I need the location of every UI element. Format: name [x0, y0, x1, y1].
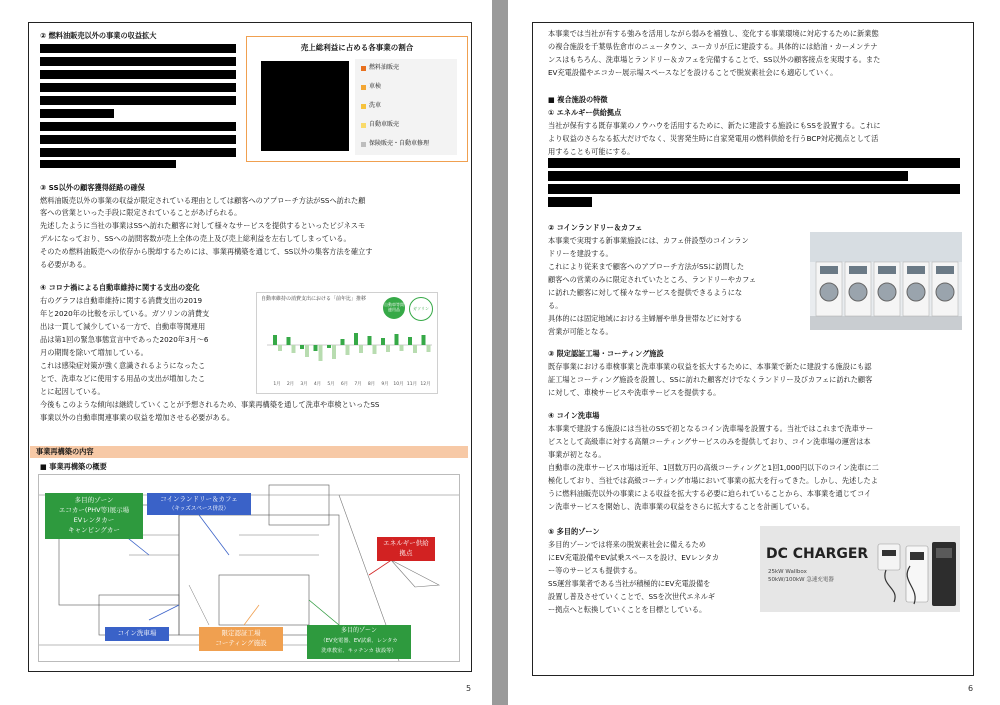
legend-item: 保険販売・自動車修理 — [369, 140, 430, 147]
label-certified-factory — [199, 627, 283, 651]
laundry-photo — [810, 232, 962, 330]
chart-title: 売上総利益に占める各事業の割合 — [300, 43, 414, 52]
paragraph-line: 燃料油販売以外の事業の収益が限定されている理由としては顧客へのアプローチ方法がSSへ訪れた顧 — [40, 196, 366, 205]
paragraph-line: 月の期間を除いて増加している。 — [40, 348, 148, 357]
washer-door — [820, 283, 838, 301]
section-band — [30, 446, 468, 458]
paragraph-line: に対して、車検サービスや洗車サービスを提供する。 — [548, 388, 721, 397]
label-multipurpose-zone-1 — [45, 493, 143, 539]
paragraph-line: 今後もこのような傾向は継続していくことが予想されるため、事業再構築を通して洗車や車検といったSS — [40, 400, 380, 409]
paragraph-line: る。 — [548, 301, 563, 310]
paragraph-line: ビスとして高級車に対する高額コーティングサービスのみを提供しており、コイン洗車場の運営は本 — [548, 437, 871, 446]
washer-door — [878, 283, 896, 301]
bar-car-goods — [381, 338, 385, 345]
washer-panel — [849, 266, 867, 274]
month-label: 5月 — [327, 382, 335, 387]
washer-door — [936, 283, 954, 301]
paragraph-line: デルになっており、SSへの訪問客数が売上全体の売上及び売上総利益を左右してしまっている。 — [40, 234, 351, 243]
map-label-line: （EV充電器、EV試乗、レンタカ — [320, 638, 398, 644]
map-label-line: 限定認証工場 — [221, 629, 261, 637]
paragraph-line: 営業が可能となる。 — [548, 327, 613, 336]
bar-gasoline — [359, 345, 363, 353]
paragraph-line: そのため燃料油販売への依存から脱却するためには、事業再構築を通じて、SS以外の集客方法を確立す — [40, 247, 373, 256]
overview-heading: ■ 事業再構築の概要 — [40, 462, 107, 471]
charger-illustration — [760, 526, 960, 612]
bar-gasoline — [305, 345, 309, 357]
legend-item: 自動車販売 — [369, 121, 400, 128]
washer-door — [907, 283, 925, 301]
bar-car-goods — [341, 339, 345, 345]
map-label-line: キャンピングカー — [68, 526, 120, 534]
bar-car-goods — [354, 333, 358, 345]
month-label: 8月 — [367, 382, 376, 387]
month-label: 9月 — [381, 382, 389, 387]
paragraph-line: 客への営業といった手段に限定されていることがあげられる。 — [40, 208, 242, 217]
bar-car-goods — [368, 336, 372, 345]
paragraph-line: 多目的ゾーンでは将来の脱炭素社会に備えるため — [548, 540, 706, 549]
paragraph-line: ンスはもちろん、洗車場とランドリー＆カフェを完備することで、SS以外の顧客接点を実現する。また — [548, 55, 881, 64]
month-label: 7月 — [354, 382, 362, 387]
section-heading: ④ コイン洗車場 — [548, 411, 600, 420]
redaction-bar — [548, 197, 592, 207]
redaction-bar — [548, 184, 960, 194]
bar-car-goods — [395, 334, 399, 345]
map-label-line: コインランドリー＆カフェ — [160, 495, 238, 503]
section-heading: ③ SS以外の顧客獲得経路の確保 — [40, 183, 145, 192]
bar-car-goods — [422, 335, 426, 345]
paragraph-line: の複合施設を千葉県佐倉市のニュータウン、ユーカリが丘に建設する。具体的には給油・カーメンテナ — [548, 42, 878, 51]
redaction-bar — [548, 158, 960, 168]
bar-gasoline — [346, 345, 350, 355]
redaction-bar — [40, 109, 114, 118]
month-label: 1月 — [273, 382, 281, 387]
paragraph-line: 本事業で実現する新事業施設には、カフェ併設型のコインラン — [548, 236, 749, 245]
bar-gasoline — [427, 345, 431, 352]
paragraph-line: 本事業では当社が有する強みを活用しながら弱みを補強し、変化する事業環境に対応するために新業態 — [548, 29, 879, 38]
legend-swatch — [361, 85, 366, 90]
page-5 — [0, 0, 492, 705]
consumption-chart — [256, 292, 438, 394]
month-label: 4月 — [313, 382, 322, 387]
bar-car-goods — [273, 335, 277, 345]
redaction-bar — [40, 44, 236, 53]
paragraph-line: 事業が初となる。 — [548, 450, 606, 459]
map-label-line: エコカー(PHV等)展示場 — [58, 506, 130, 514]
washer-panel — [820, 266, 838, 274]
washer-panel — [936, 266, 954, 274]
bar-car-goods — [327, 345, 331, 348]
paragraph-line: る必要がある。 — [40, 260, 91, 269]
map-label-line: （キッズスペース併設） — [168, 506, 230, 512]
paragraph-line: 設置し普及させていくことで、SSを次世代エネルギ — [548, 592, 716, 601]
chart-redaction — [261, 61, 349, 151]
month-label: 12月 — [420, 382, 431, 387]
site-plan-map — [38, 474, 460, 662]
page-gutter — [492, 0, 508, 705]
small-chart-svg — [257, 293, 437, 393]
map-label-line: エネルギー供給 — [383, 539, 429, 547]
paragraph-line: 既存事業における車検事業と洗車事業の収益を拡大するために、本事業で新たに建設する施設にも認 — [548, 362, 872, 371]
bar-gasoline — [413, 345, 417, 353]
legend-swatch — [361, 66, 366, 71]
paragraph-line: 極化しており、当社では高級コーティング市場において事業の拡大を行ってきた。しかし、先述したよ — [548, 476, 878, 485]
paragraph-line: とで、洗車などに使用する用品の支出が増加したこ — [40, 374, 206, 383]
redaction-bar — [40, 70, 236, 79]
bar-gasoline — [332, 345, 336, 359]
bar-car-goods — [300, 345, 304, 349]
paragraph-line: うに燃料油販売以外の事業による収益を拡大する必要に迫られていることから、本事業を通じてコイ — [548, 489, 872, 498]
label-energy-hub — [377, 537, 435, 561]
map-label-line: 多目的ゾーン — [74, 496, 114, 504]
charger-title: DC CHARGER — [766, 546, 869, 562]
label-coin-carwash — [105, 627, 169, 641]
map-label-line: コーティング施設 — [215, 639, 267, 647]
redaction-bar — [40, 122, 236, 131]
paragraph-line: これは感染症対策が強く意識されるようになったこ — [40, 361, 206, 370]
washer-panel — [907, 266, 925, 274]
legend-item: 車検 — [369, 83, 382, 90]
band-title: 事業再構築の内容 — [36, 447, 94, 456]
paragraph-line: 出は一貫して減少している一方で、自動車等関連用 — [40, 322, 206, 331]
redaction-bar — [40, 135, 236, 144]
legend-swatch — [361, 142, 366, 147]
redaction-bar — [40, 96, 236, 105]
bar-gasoline — [386, 345, 390, 352]
charger-sub: 25kW Wallbox — [768, 569, 807, 575]
month-label: 2月 — [286, 382, 295, 387]
map-label-line: 多目的ゾーン — [341, 627, 377, 634]
paragraph-line: ー等のサービスも提供する。 — [548, 566, 642, 575]
badge-label: ガソリン — [413, 306, 429, 311]
paragraph-line: 顧客への営業のみに限定されていたところ、ランドリーやカフェ — [548, 275, 757, 284]
map-label-line: 拠点 — [399, 549, 413, 557]
legend-item: 洗車 — [369, 102, 382, 109]
month-label: 11月 — [406, 382, 418, 387]
bar-car-goods — [408, 337, 412, 345]
month-label: 10月 — [393, 382, 404, 387]
section-heading: ① エネルギー供給拠点 — [548, 108, 622, 117]
paragraph-line: 右のグラフは自動車維持に関する消費支出の2019 — [40, 296, 203, 305]
bar-car-goods — [314, 345, 318, 351]
washer-panel — [878, 266, 896, 274]
bar-gasoline — [400, 345, 404, 351]
redaction-bar — [40, 83, 236, 92]
paragraph-line: ー拠点へと転換していくことを目標としている。 — [548, 605, 707, 614]
paragraph-line: 当社が保有する既存事業のノウハウを活用するために、新たに建設する施設にもSSを設置する。これに — [548, 121, 881, 130]
bar-car-goods — [287, 337, 291, 345]
bar-gasoline — [278, 345, 282, 351]
paragraph-line: ドリーを建設する。 — [548, 249, 613, 258]
paragraph-line: にEV充電設備やEV試乗スペースを設け、EVレンタカ — [548, 553, 720, 562]
paragraph-line: より収益のさらなる拡大だけでなく、災害発生時に自家発電用の燃料供給を行うBCP対応拠点として活 — [548, 134, 879, 143]
paragraph-line: 用することも可能にする。 — [548, 147, 635, 156]
section-heading: ② 燃料油販売以外の事業の収益拡大 — [40, 31, 157, 40]
legend-swatch — [361, 123, 366, 128]
section-heading: ■ 複合施設の特徴 — [548, 95, 608, 104]
month-label: 3月 — [300, 382, 308, 387]
section-heading: ④ コロナ禍による自動車維持に関する支出の変化 — [40, 283, 200, 292]
paragraph-line: 具体的には固定地域における主婦層や単身世帯などに対する — [548, 314, 743, 323]
paragraph-line: 証工場とコーティング施設を設置し、SSに訪れた顧客だけでなくランドリー及びカフェに訪れた顧客 — [548, 375, 873, 384]
label-multipurpose-zone-2 — [307, 625, 411, 659]
redaction-bar — [548, 171, 908, 181]
page-number: 6 — [968, 684, 974, 693]
charger-sub: 50kW/100kW 急速充電器 — [768, 577, 834, 583]
map-label-line: 洗車教室、キッチンカ 抜設等） — [321, 648, 397, 654]
chart-legend — [355, 59, 457, 155]
paragraph-line: 事業以外の自動車関連事業の収益を増加させる必要がある。 — [40, 413, 235, 422]
small-chart-title: 自動車維持の消費支出における「前年比」推移 — [261, 296, 367, 302]
redaction-bar — [40, 57, 236, 66]
paragraph-line: 自動車の洗車サービス市場は近年、1回数万円の高級コーティングと1回1,000円以下のコイン洗車に二 — [548, 463, 879, 472]
map-label-line: EVレンタカー — [73, 516, 115, 524]
bar-gasoline — [292, 345, 296, 353]
paragraph-line: に訪れた顧客に対して様々なサービスを提供できるようにな — [548, 288, 743, 297]
profit-share-chart — [246, 36, 468, 162]
redaction-bar — [40, 160, 176, 168]
paragraph-line: ン洗車サービスを開始し、洗車事業の収益をさらに拡大することを計画している。 — [548, 502, 814, 511]
paragraph-line: 年と2020年の比較を示している。ガソリンの消費支 — [40, 309, 210, 318]
paragraph-line: 先述したように当社の事業はSSへ訪れた顧客に対して様々なサービスを提供するといったビジネスモ — [40, 221, 366, 230]
label-laundry-cafe — [147, 493, 251, 515]
legend-swatch — [361, 104, 366, 109]
paragraph-line: 本事業で建設する施設には当社のSSで初となるコイン洗車場を設置する。当社ではこれまで洗車サー — [548, 424, 874, 433]
laundry-illustration — [810, 232, 962, 330]
bar-gasoline — [319, 345, 323, 361]
section-heading: ② コインランドリー＆カフェ — [548, 223, 643, 232]
map-label-line: コイン洗車場 — [117, 629, 157, 637]
paragraph-line: これにより従来まで顧客へのアプローチ方法がSSに訪問した — [548, 262, 745, 271]
legend-item: 燃料油販売 — [369, 64, 400, 71]
month-label: 6月 — [340, 382, 349, 387]
badge-label: 自動車等関連用品 — [384, 302, 404, 312]
paragraph-line: とに起因している。 — [40, 387, 105, 396]
section-heading: ⑤ 多目的ゾーン — [548, 527, 600, 536]
paragraph-line: EV充電設備やエコカー展示場スペースなどを設けることで脱炭素社会にも適応していく。 — [548, 68, 838, 77]
section-heading: ③ 限定認証工場・コーティング施設 — [548, 349, 664, 358]
dc-charger-photo — [760, 526, 960, 612]
page-number: 5 — [466, 684, 472, 693]
redaction-bar — [40, 148, 236, 157]
bar-gasoline — [373, 345, 377, 354]
page-6 — [508, 0, 1000, 705]
washer-door — [849, 283, 867, 301]
paragraph-line: 品は第1回の緊急事態宣言中であった2020年3月～6 — [40, 335, 209, 344]
paragraph-line: SS運営事業者である当社が積極的にEV充電設備を — [548, 579, 711, 588]
